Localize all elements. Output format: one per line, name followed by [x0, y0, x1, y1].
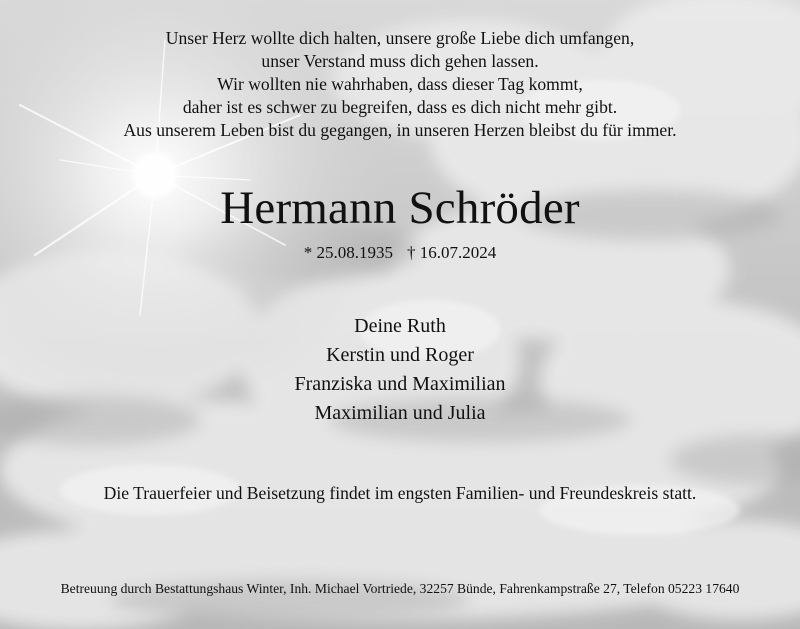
- ceremony-note: Die Trauerfeier und Beisetzung findet im engsten Familien- und Freundeskreis statt.: [103, 483, 697, 503]
- undertaker-note: Betreuung durch Bestattungshaus Winter, Inh. Michael Vortriede, 32257 Bünde, Fahrenkampstraße 27, Telefon 05223 17640: [60, 581, 740, 596]
- mourner-entry: Deine Ruth: [354, 315, 446, 337]
- mourners-list: [0, 312, 800, 428]
- poem-line: unser Verstand muss dich gehen lassen.: [261, 51, 539, 71]
- birth-date: * 25.08.1935: [303, 243, 393, 262]
- mourner-entry: Franziska und Maximilian: [294, 373, 506, 395]
- death-date: † 16.07.2024: [407, 243, 497, 262]
- mourner-entry: Maximilian und Julia: [314, 402, 486, 424]
- poem: [0, 27, 800, 142]
- deceased-name: Hermann Schröder: [220, 182, 580, 234]
- poem-line: Wir wollten nie wahrhaben, dass dieser Tag kommt,: [217, 74, 583, 94]
- poem-line: daher ist es schwer zu begreifen, dass es dich nicht mehr gibt.: [182, 97, 618, 117]
- mourner-entry: Kerstin und Roger: [326, 344, 474, 366]
- poem-line: Unser Herz wollte dich halten, unsere große Liebe dich umfangen,: [165, 28, 635, 48]
- poem-line: Aus unserem Leben bist du gegangen, in unseren Herzen bleibst du für immer.: [123, 120, 677, 140]
- life-dates: [0, 242, 800, 264]
